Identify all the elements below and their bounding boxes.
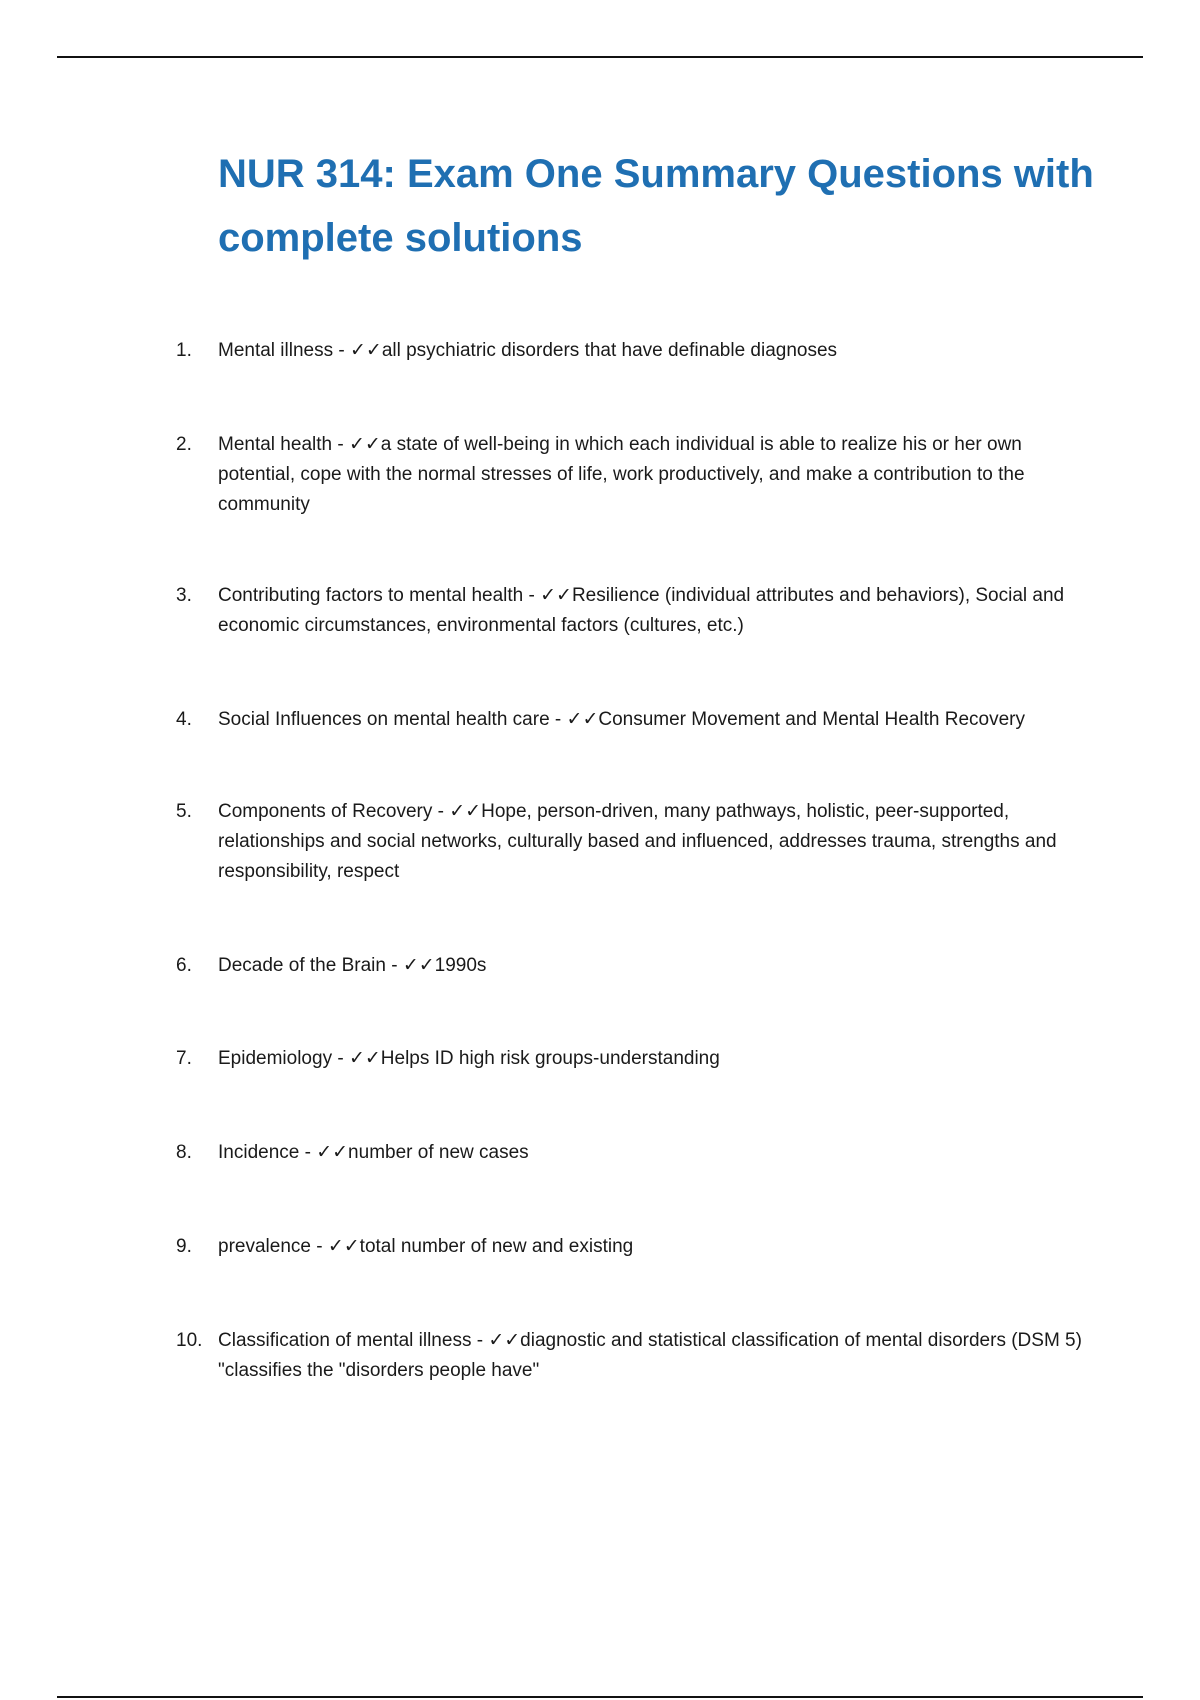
item-text: Social Influences on mental health care - ✓✓Consumer Movement and Mental Health Recovery [218, 709, 1026, 730]
item-number: 2. [176, 434, 192, 455]
list-item [176, 1232, 1096, 1262]
list-item [176, 581, 1096, 641]
item-number: 10. [176, 1330, 203, 1351]
item-number: 8. [176, 1142, 192, 1163]
item-text: Contributing factors to mental health - ✓✓Resilience (individual attributes and behaviors), Social and economic circumstances, environmental factors (cultures, etc.) [218, 585, 1065, 636]
item-number: 4. [176, 709, 192, 730]
bottom-rule [57, 1696, 1143, 1698]
item-number: 3. [176, 585, 192, 606]
item-number: 9. [176, 1236, 192, 1257]
list-item [176, 951, 1096, 981]
item-number: 7. [176, 1048, 192, 1069]
list-item [176, 705, 1096, 735]
item-text: Classification of mental illness - ✓✓diagnostic and statistical classification of mental disorders (DSM 5) "classifies the "disorders people have" [218, 1330, 1082, 1381]
list-item [176, 336, 1096, 366]
item-text: Incidence - ✓✓number of new cases [218, 1142, 529, 1163]
item-text: prevalence - ✓✓total number of new and existing [218, 1236, 634, 1257]
item-text: Epidemiology - ✓✓Helps ID high risk groups-understanding [218, 1048, 720, 1069]
list-item [176, 797, 1096, 887]
list-item [176, 1326, 1096, 1386]
top-rule [57, 56, 1143, 58]
item-number: 6. [176, 955, 192, 976]
item-text: Mental illness - ✓✓all psychiatric disorders that have definable diagnoses [218, 340, 838, 361]
item-text: Components of Recovery - ✓✓Hope, person-driven, many pathways, holistic, peer-supported, relationships and social networks, culturally based and influenced, addresses trauma, strengths and responsibility, respect [218, 801, 1057, 882]
item-number: 5. [176, 801, 192, 822]
list-item [176, 430, 1096, 520]
list-item [176, 1138, 1096, 1168]
list-item [176, 1044, 1096, 1074]
item-text: Decade of the Brain - ✓✓1990s [218, 955, 487, 976]
item-number: 1. [176, 340, 192, 361]
item-text: Mental health - ✓✓a state of well-being in which each individual is able to realize his or her own potential, cope with the normal stresses of life, work productively, and make a contribution to the community [218, 434, 1025, 515]
document-title: NUR 314: Exam One Summary Questions with complete solutions [218, 152, 1094, 260]
